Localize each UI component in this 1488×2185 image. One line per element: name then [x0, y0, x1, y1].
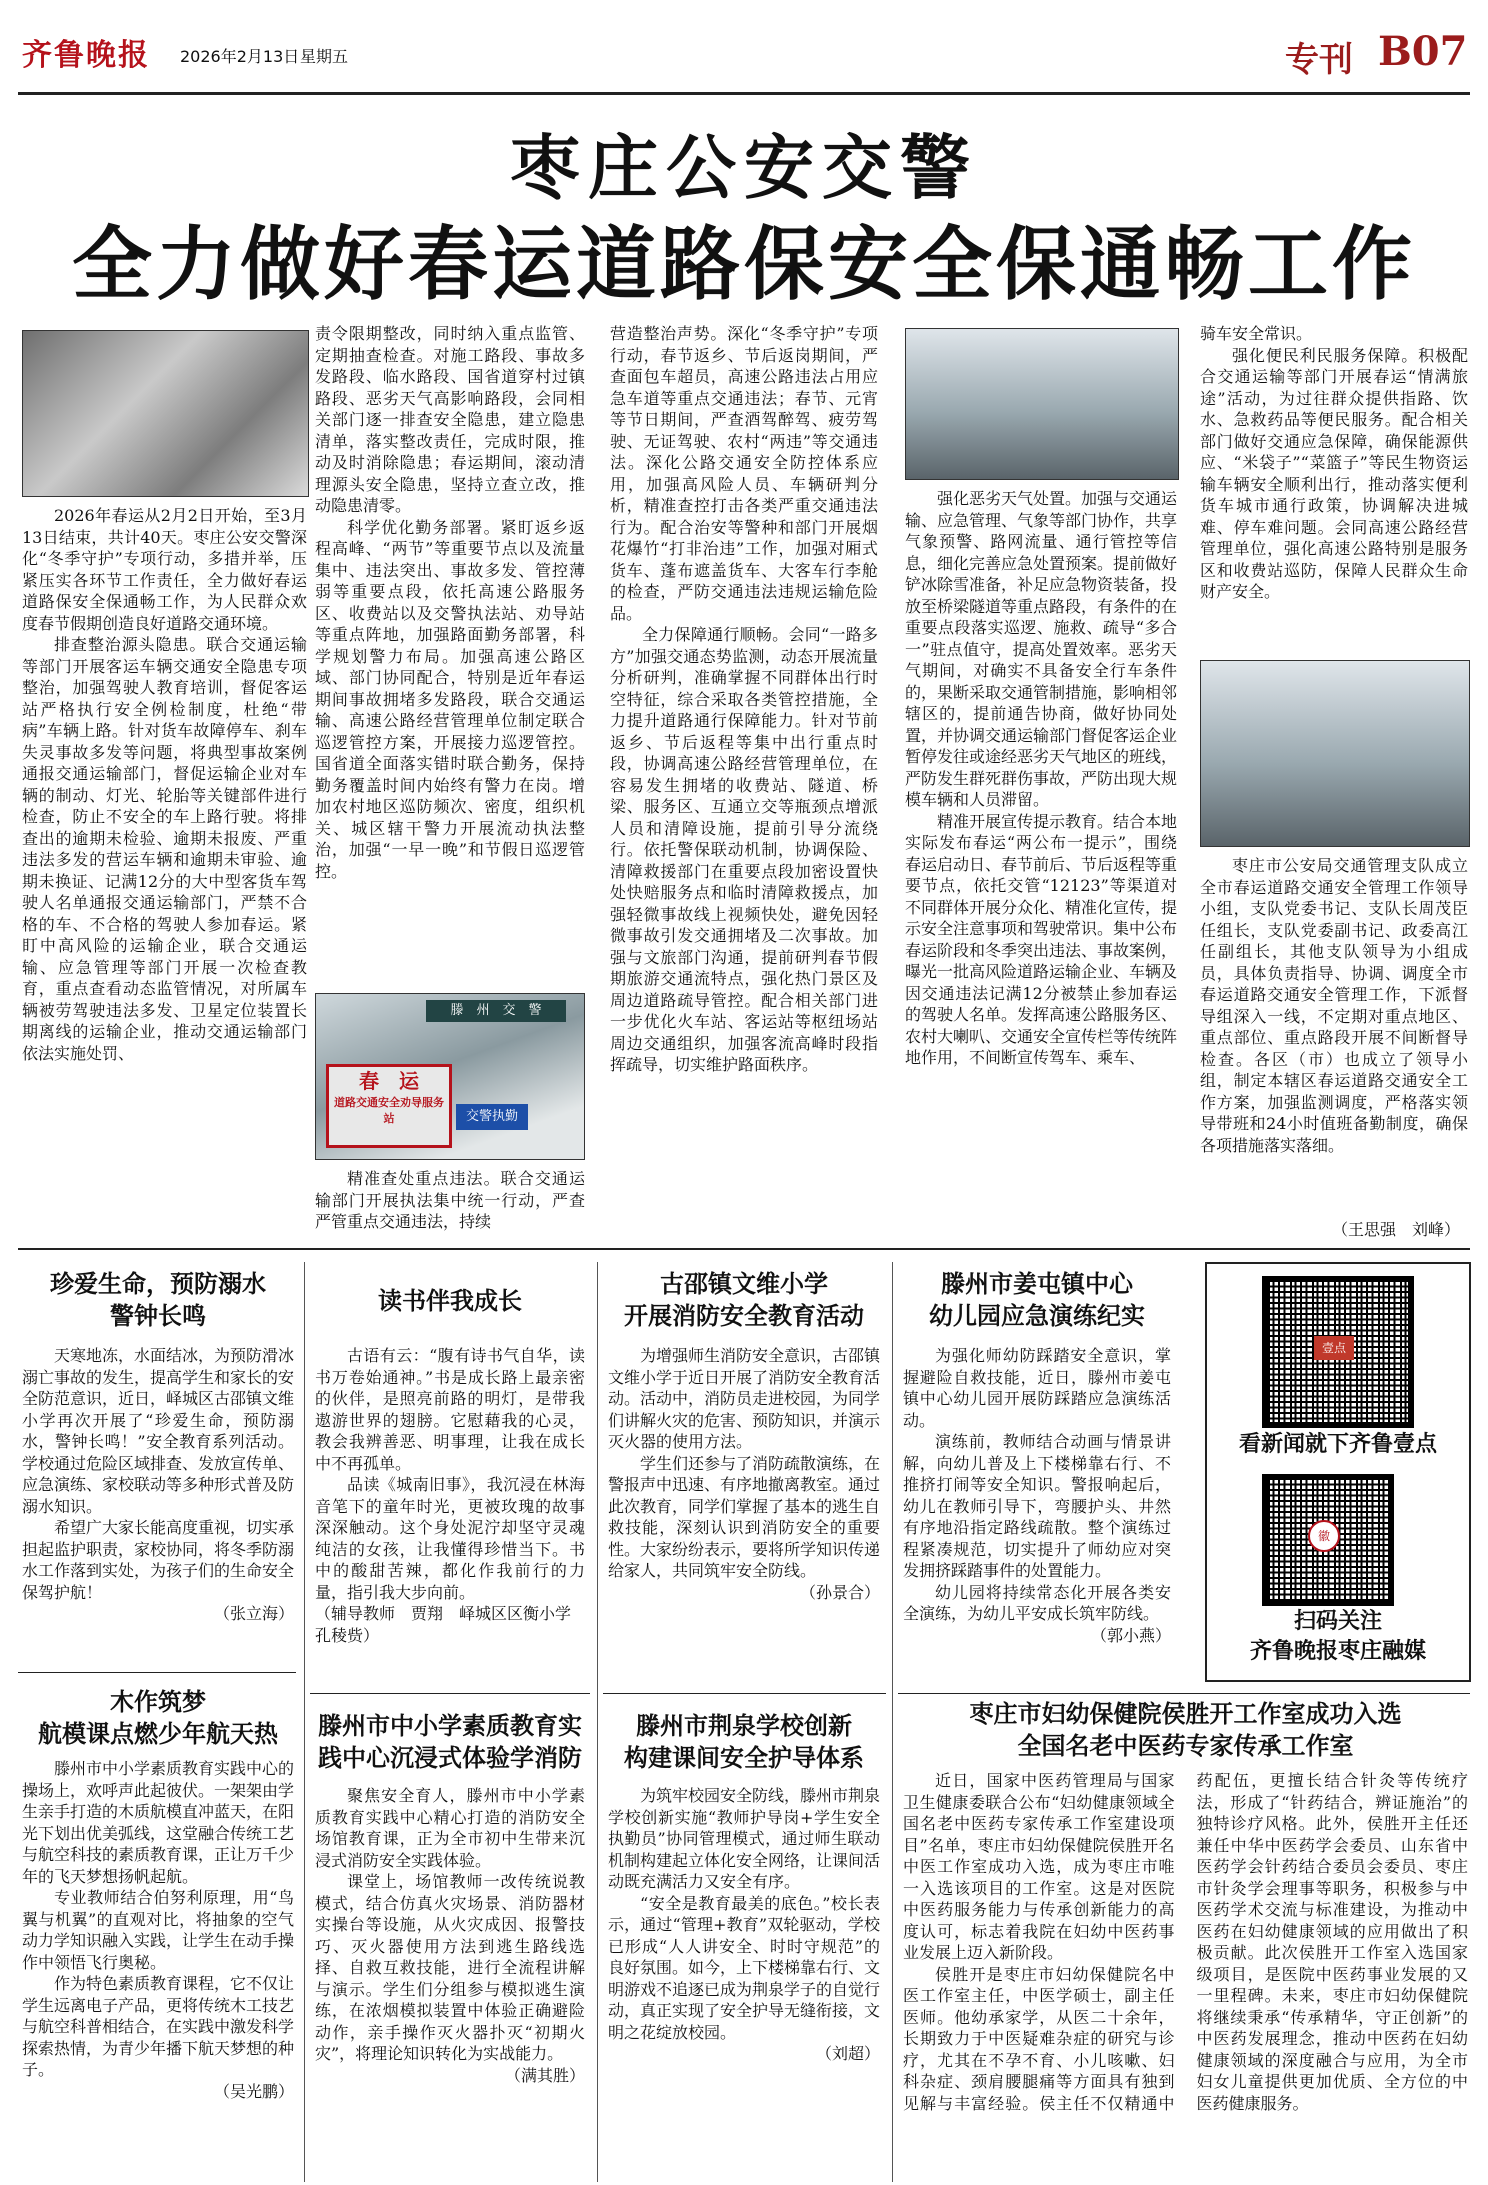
main-col-5b: [1200, 855, 1468, 1156]
qr-code-app[interactable]: [1262, 1276, 1414, 1428]
title-line: 滕州市荆泉学校创新: [636, 1711, 852, 1740]
article-7-byline: （刘超）: [815, 2044, 880, 2063]
paragraph: 课堂上，场馆教师一改传统说教模式，结合仿真火灾场景、消防器材实操台等设施，从火灾成因、报警技巧、灭火器使用方法到逃生路线选择、自救互救技能，进行全流程讲解与演示。学生们分组参与模拟逃生演练，在浓烟模拟装置中体验正确避险动作，亲手操作灭火器扑灭“初期火灾”，将理论知识转化为实战能力。: [315, 1872, 585, 2063]
article-4-title: [903, 1268, 1171, 1332]
article-6-title: [315, 1710, 585, 1774]
paragraph: 学生们还参与了消防疏散演练，在警报声中迅速、有序地撤离教室。通过此次教育，同学们掌握了基本的逃生自救技能，深刻认识到消防安全的重要性。大家纷纷表示，要将所学知识传递给家人，共同筑牢安全防线。: [608, 1453, 881, 1580]
photo-bus-inspection: [1200, 660, 1470, 847]
main-col-5: [1200, 323, 1468, 603]
paragraph: 天寒地冻，水面结冰，为预防滑冰溺亡事故的发生，提高学生和家长的安全防范意识，近日，峄城区古邵镇文维小学再次开展了“珍爱生命，预防溺水，警钟长鸣！”安全教育系列活动。学校通过危险区域排查、发放宣传单、应急演练、家校联动等多种形式普及防溺水知识。: [22, 1346, 295, 1516]
row-divider: [310, 1693, 590, 1694]
article-2-body: [315, 1345, 588, 1646]
article-4-byline: （郭小燕）: [1090, 1625, 1171, 1645]
title-line: 航模课点燃少年航天热: [38, 1719, 278, 1748]
article-2-title: [315, 1285, 585, 1317]
title-line: 珍爱生命，预防溺水: [50, 1269, 266, 1298]
article-3-body: [608, 1345, 880, 1603]
paragraph: 聚焦安全育人，滕州市中小学素质教育实践中心精心打造的消防安全场馆教育课，正为全市初中生带来沉浸式消防安全实践体验。: [315, 1786, 585, 1870]
main-col-3: [610, 323, 878, 1076]
section-label: 专刊: [1285, 40, 1353, 80]
main-col-4: [905, 488, 1177, 1069]
title-line: 幼儿园应急演练纪实: [929, 1301, 1145, 1330]
paragraph: “安全是教育最美的底色。”校长表示，通过“管理+教育”双轮驱动，学校已形成“人人讲安全、时时守规范”的良好氛围。如今，上下楼梯靠右行、文明游戏不追逐已成为荆泉学子的自觉行动，真正实现了安全护导无缝衔接，文明之花绽放校园。: [608, 1893, 881, 2042]
headline-line2: 全力做好春运道路保安全保通畅工作: [72, 217, 1416, 311]
qr-code-wechat[interactable]: [1262, 1474, 1394, 1606]
qr-caption-wechat: [1207, 1606, 1469, 1666]
article-1-byline: （张立海）: [213, 1604, 294, 1623]
qr-center-seal: 徽: [1308, 1520, 1340, 1552]
article-8-title: [903, 1698, 1468, 1762]
paragraph: 骑车安全常识。: [1200, 324, 1313, 343]
article-5-body: [22, 1758, 294, 2102]
caption-line: 扫码关注: [1293, 1608, 1382, 1634]
paragraph: 全力保障通行顺畅。会同“一路多方”加强交通态势监测，动态开展流量分析研判，准确掌握不同群体出行时空特征，综合采取各类管控措施，全力提升道路通行保障能力。针对节前返乡、节后返程等集中出行重点时段，协调高速公路经营管理单位，在容易发生拥堵的收费站、隧道、桥梁、服务区、互通立交等瓶颈点增派人员和清障设施，提前引导分流绕行。依托警保联动机制，协调保险、清障救援部门在重要点段加密设置快处快赔服务点和临时清障救援点，加强轻微事故线上视频快处，避免因轻微事故引发交通拥堵及二次事故。加强与文旅部门沟通，提前研判春节假期旅游交通流特点，强化热门景区及周边道路疏导管控。配合相关部门进一步优化火车站、客运站等枢纽场站周边交通组织，加强客流高峰时段指挥疏导，切实维护路面秩序。: [610, 625, 878, 1074]
paragraph: 2026年春运从2月2日开始，至3月13日结束，共计40天。枣庄公安交警深化“冬季守护”专项行动，多措并举，压紧压实各环节工作责任，全力做好春运道路保安全保通畅工作，为人民群众欢度春节假期创造良好道路交通环境。: [22, 506, 307, 633]
column-divider: [597, 1262, 598, 2182]
article-1-title: [22, 1268, 294, 1332]
paragraph: 为强化师幼防踩踏安全意识，掌握避险自救技能，近日，滕州市姜屯镇中心幼儿园开展防踩踏应急演练活动。: [903, 1346, 1171, 1430]
photo-traffic-checkpoint: [315, 993, 585, 1160]
paragraph: 科学优化勤务部署。紧盯返乡返程高峰、“两节”等重要节点以及流量集中、违法突出、事故多发、管控薄弱等重要点段，依托高速公路服务区、收费站以及交警执法站、劝导站等重点阵地，加强路面勤务部署，科学规划警力布局。加强高速公路区域、部门协同配合，特别是近年春运期间事故拥堵多发路段，联合交通运输、高速公路经营管理单位制定联合巡逻管控方案，开展接力巡逻管控。国省道全面落实错时联合勤务，保持勤务覆盖时间内始终有警力在岗。增加农村地区巡防频次、密度，组织机关、城区辖干警力开展流动执法整治，加强“一早一晚”和节假日巡逻管控。: [315, 517, 585, 881]
paragraph: 近日，国家中医药管理局与国家卫生健康委联合公布“妇幼健康领域全国名老中医药专家传承工作室建设项目”名单，枣庄市妇幼保健院侯胜开名中医工作室成功入选，成为枣庄市唯一入选该项目的工作室。这是对医院中医药服务能力与传承创新能力的高度认可，标志着我院在妇幼中医药事业发展上迈入新阶段。: [903, 1771, 1175, 1962]
paragraph: 专业教师结合伯努利原理，用“鸟翼与机翼”的直观对比，将抽象的空气动力学知识融入实践，让学生在动手操作中领悟飞行奥秘。: [22, 1888, 295, 1972]
paragraph: 排查整治源头隐患。联合交通运输等部门开展客运车辆交通安全隐患专项整治，加强驾驶人教育培训，督促客运站严格执行安全例检制度，杜绝“带病”车辆上路。针对货车故障停车、刹车失灵事故多发等问题，将典型事故案例通报交通运输部门，督促运输企业对车辆的制动、灯光、轮胎等关键部件进行检查，防止不安全的车上路行驶。将排查出的逾期未检验、逾期未报废、严重违法多发的营运车辆和逾期未审验、逾期未换证、记满12分的大中型客货车驾驶人名单通报交通运输部门，严禁不合格的车、不合格的驾驶人参加春运。紧盯中高风险的运输企业，联合交通运输、应急管理等部门开展一次检查教育，重点查看动态监管情况，对所属车辆被劳驾驶违法多发、卫星定位装置长期离线的运输企业，推动交通运输部门依法实施处罚、: [22, 635, 307, 1063]
paragraph: 营造整治声势。深化“冬季守护”专项行动，春节返乡、节后返岗期间，严查面包车超员，高速公路违法占用应急车道等重点交通违法；春节、元宵等节日期间，严查酒驾醉驾、疲劳驾驶、无证驾驶、农村“两违”等交通违法。深化公路交通安全防控体系应用，加强高风险人员、车辆研判分析，精准查控打击各类严重交通违法行为。配合治安等警种和部门开展烟花爆竹“打非治违”工作，加强对厢式货车、蓬布遮盖货车、大客车行李舱的检查，严防交通违法违规运输危险品。: [610, 324, 878, 623]
title-line: 木作筑梦: [110, 1687, 206, 1716]
column-divider: [892, 1262, 893, 2182]
qr-caption-app: 看新闻就下齐鲁壹点: [1238, 1431, 1437, 1457]
paragraph: 精准开展宣传提示教育。结合本地实际发布春运“两公布一提示”，围绕春运启动日、春节前后、节后返程等重要节点，依托交管“12123”等渠道对不同群体开展分众化、精准化宣传，提示安全注意事项和驾驶常识。集中公布春运阶段和冬季突出违法、事故案例，曝光一批高风险道路运输企业、车辆及因交通违法记满12分被禁止参加春运的驾驶人名单。发挥高速公路服务区、农村大喇叭、交通安全宣传栏等传统阵地作用，不间断宣传驾车、乘车、: [905, 811, 1178, 1067]
title-line: 践中心沉浸式体验学消防: [318, 1743, 582, 1772]
article-7-body: [608, 1785, 880, 2065]
title-line: 构建课间安全护导体系: [624, 1743, 864, 1772]
paragraph: 品读《城南旧事》，我沉浸在林海音笔下的童年时光，更被玫瑰的故事深深触动。这个身处泥泞却坚守灵魂纯洁的女孩，让我懂得珍惜当下。书中的酸甜苦辣，都化作我前行的力量，指引我大步向前。: [315, 1475, 585, 1602]
photo-police-group: [22, 330, 309, 497]
header-rule: [18, 92, 1470, 95]
title-line: 开展消防安全教育活动: [624, 1301, 864, 1330]
paragraph: 演练前，教师结合动画与情景讲解，向幼儿普及上下楼梯靠右行、不推挤打闹等安全知识。警报响起后，幼儿在教师引导下，弯腰护头、井然有序地沿指定路线疏散。整个演练过程紧凑规范，切实提升了师幼应对突发拥挤踩踏事件的处置能力。: [903, 1432, 1171, 1580]
paragraph: 滕州市中小学素质教育实践中心的操场上，欢呼声此起彼伏。一架架由学生亲手打造的木质航模直冲蓝天，在阳光下划出优美弧线，这堂融合传统工艺与航空科技的素质教育课，正让万千少年的飞天梦想扬帆起航。: [22, 1759, 295, 1886]
photo-duty-sign: 交警执勤: [456, 1104, 528, 1130]
photo-banner-title: 春 运: [359, 1069, 419, 1093]
title-line: 全国名老中医药专家传承工作室: [1017, 1731, 1354, 1760]
article-6-body: [315, 1785, 585, 2086]
paragraph: 希望广大家长能高度重视，切实承担起监护职责，家校协同，将冬季防溺水工作落到实处，为孩子们的生命安全保驾护航！: [22, 1518, 295, 1602]
title-line: 读书伴我成长: [378, 1286, 522, 1315]
article-5-byline: （吴光鹏）: [213, 2081, 294, 2101]
paragraph: 精准查处重点违法。联合交通运输部门开展执法集中统一行动，严查严管重点交通违法，持续: [315, 1169, 585, 1231]
row-divider: [18, 1672, 296, 1673]
paragraph: 侯胜开是枣庄市妇幼保健院名中医工作室主任，中医学硕士，副主任医师。他幼承家学，从医二十余年，长期致力于中医疑难杂症的研究与诊疗，尤其在不孕不育、小儿咳嗽、妇科杂症、颈肩腰腿痛等方面具有独到见解与丰富经验。侯主任不仅精通中药配伍，更擅长结合针灸等传统疗法，形成了“针药结合，辨证施治”的独特诊疗风格。此外，侯胜开主任还兼任中华中医药学会委员、山东省中医药学会针药结合委员会委员、枣庄市针灸学会理事等职务，积极参与中医药学术交流与标准建设，为推动中医药在妇幼健康领域的应用做出了积极贡献。此次侯胜开工作室入选国家级项目，是医院中医药事业发展的又一里程碑。未来，枣庄市妇幼保健院将继续秉承“传承精华，守正创新”的中医药发展理念，推动中医药在妇幼健康领域的深度融合与应用，为全市妇女儿童提供更加优质、全方位的中医药健康服务。: [903, 1771, 1468, 2113]
issue-date: 2026年2月13日: [180, 47, 300, 66]
paragraph: 责令限期整改，同时纳入重点监管、定期抽查检查。对施工路段、事故多发路段、临水路段、国省道穿村过镇路段、恶劣天气高影响路段，会同相关部门逐一排查安全隐患，建立隐患清单，落实整改责任，完成时限，推动及时消除隐患；春运期间，滚动清理源头安全隐患，坚持立查立改，推动隐患清零。: [315, 324, 585, 515]
qr-panel: [1205, 1262, 1471, 1682]
newspaper-logo: 齐鲁晚报: [22, 38, 150, 73]
title-line: 滕州市中小学素质教育实: [318, 1711, 582, 1740]
row-divider: [898, 1693, 1470, 1694]
title-line: 枣庄市妇幼保健院侯胜开工作室成功入选: [969, 1699, 1402, 1728]
photo-banner: [326, 1064, 452, 1148]
photo-banner-subtitle: 道路交通安全劝导服务站: [334, 1096, 444, 1125]
main-byline: （王思强 刘峰）: [1331, 1220, 1460, 1239]
issue-weekday: 星期五: [300, 47, 349, 66]
article-3-byline: （孙景合）: [799, 1582, 880, 1602]
headline-line1: 枣庄公安交警: [510, 126, 978, 209]
title-line: 滕州市姜屯镇中心: [941, 1269, 1133, 1298]
section-divider: [18, 1248, 1470, 1250]
article-2-byline: （辅导教师 贾翔 峄城区区衡小学 孔稜赀）: [315, 1604, 588, 1645]
article-6-byline: （满其胜）: [504, 2065, 585, 2085]
article-4-body: [903, 1345, 1171, 1646]
page-number: B07: [1378, 28, 1468, 75]
row-divider: [603, 1693, 886, 1694]
paragraph: 古语有云：“腹有诗书气自华，读书万卷始通神。”书是成长路上最亲密的伙伴，是照亮前路的明灯，是带我遨游世界的翅膀。它慰藉我的心灵，教会我辨善恶、明事理，让我在成长中不再孤单。: [315, 1346, 585, 1473]
article-8-body: [903, 1770, 1468, 2178]
main-col-2b: [315, 1168, 585, 1233]
paragraph: 为增强师生消防安全意识，古邵镇文维小学于近日开展了消防安全教育活动。活动中，消防员走进校园，为同学们讲解火灾的危害、预防知识，并演示灭火器的使用方法。: [608, 1346, 881, 1451]
article-7-title: [608, 1710, 880, 1774]
paragraph: 强化恶劣天气处置。加强与交通运输、应急管理、气象等部门协作，共享气象预警、路网流量、通行管控等信息，细化完善应急处置预案。提前做好铲冰除雪准备，补足应急物资装备，投放至桥梁隧道等重点路段，有条件的在重要点段落实巡逻、施救、疏导“多合一”驻点值守，提高处置效率。恶劣天气期间，对确实不具备安全行车条件的，果断采取交通管制措施，影响相邻辖区的，提前通告协商，做好协同处置，并协调交通运输部门督促客运企业暂停发往或途经恶劣天气地区的班线，严防发生群死群伤事故，严防出现大规模车辆和人员滞留。: [905, 489, 1178, 809]
photo-police-team-flags: [905, 328, 1179, 480]
paragraph: 幼儿园将持续常态化开展各类安全演练，为幼儿平安成长筑牢防线。: [903, 1582, 1171, 1623]
caption-line: 齐鲁晚报枣庄融媒: [1249, 1638, 1426, 1664]
qr-center-logo: 壹点: [1314, 1336, 1354, 1360]
article-5-title: [22, 1686, 294, 1750]
paragraph: 强化便民利民服务保障。积极配合交通运输等部门开展春运“情满旅途”活动，为过往群众提供指路、饮水、急救药品等便民服务。配合相关部门做好交通应急保障，确保能源供应、“米袋子”“菜篮子”等民生物资运输车辆安全顺利出行，推动落实便利货车城市通行政策，协调解决进城难、停车难问题。会同高速公路经营管理单位，强化高速公路特别是服务区和收费站巡防，保障人民群众生命财产安全。: [1200, 345, 1468, 601]
article-3-title: [608, 1268, 880, 1332]
paragraph: 为筑牢校园安全防线，滕州市荆泉学校创新实施“教师护导岗+学生安全执勤员”协同管理模式，通过师生联动机制构建起立体化安全网络，让课间活动既充满活力又安全有序。: [608, 1786, 881, 1891]
title-line: 警钟长鸣: [110, 1301, 206, 1330]
column-divider: [304, 1262, 305, 2182]
photo-sign-text: 滕 州 交 警: [426, 1000, 566, 1022]
paragraph: 枣庄市公安局交通管理支队成立全市春运道路交通安全管理工作领导小组，支队党委书记、支队长周茂臣任组长，支队党委副书记、政委高江任副组长，其他支队领导为小组成员，具体负责指导、协调、调度全市春运道路交通安全管理工作，下派督导组深入一线，不定期对重点地区、重点部位、重点路段开展不间断督导检查。各区（市）也成立了领导小组，制定本辖区春运道路交通安全工作方案，加强监测调度，严格落实领导带班和24小时值班备勤制度，确保各项措施落实落细。: [1200, 856, 1468, 1155]
title-line: 古邵镇文维小学: [660, 1269, 828, 1298]
paragraph: 作为特色素质教育课程，它不仅让学生远离电子产品，更将传统木工技艺与航空科普相结合，在实践中激发科学探索热情，为青少年播下航天梦想的种子。: [22, 1974, 295, 2079]
article-1-body: [22, 1345, 294, 1625]
main-col-2: [315, 323, 585, 882]
main-col-1: [22, 505, 307, 1064]
